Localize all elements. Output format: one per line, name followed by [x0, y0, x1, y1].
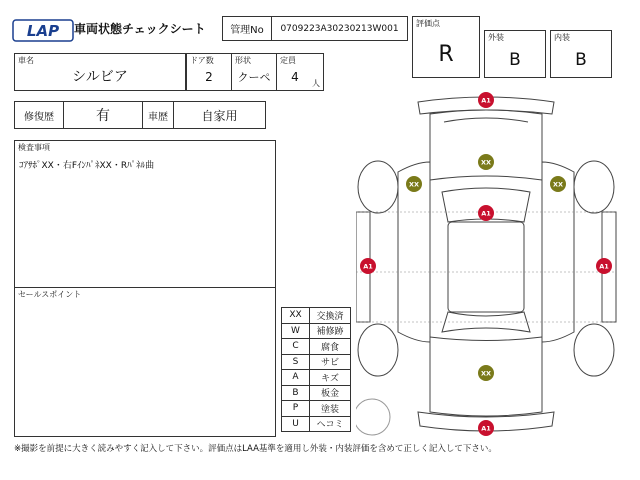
roof-shape [448, 222, 524, 312]
right-rear-wheel [574, 324, 614, 376]
svg-text:A1: A1 [363, 262, 373, 271]
capacity-unit: 人 [312, 79, 320, 88]
legend-meaning: 交換済 [310, 308, 351, 324]
repair-label-cell [14, 101, 64, 129]
interior-value: B [575, 50, 587, 70]
right-side-marker [596, 258, 612, 274]
legend-meaning: 塗装 [310, 401, 351, 417]
legend-row [282, 385, 351, 401]
score-box [412, 16, 480, 78]
svg-text:XX: XX [552, 180, 564, 189]
sales-box [14, 287, 276, 437]
spare-tire [356, 399, 390, 435]
legend-code: A [282, 370, 310, 386]
svg-text:A1: A1 [481, 96, 491, 105]
legend-row [282, 323, 351, 339]
svg-text:XX: XX [480, 158, 492, 167]
legend-meaning: 腐食 [310, 339, 351, 355]
mgmt-label: 管理No [230, 25, 264, 36]
svg-text:XX: XX [480, 369, 492, 378]
exterior-box [484, 30, 546, 78]
hood-marker [478, 154, 494, 170]
exterior-value: B [509, 50, 521, 70]
capacity-cell [276, 53, 324, 91]
interior-label: 内装 [554, 33, 570, 42]
inspection-box [14, 140, 276, 288]
roof-marker [478, 205, 494, 221]
sheet-title: 車両状態チェックシート [74, 22, 206, 36]
legend-meaning: 補修跡 [310, 323, 351, 339]
legend-table [281, 307, 351, 432]
svg-text:A1: A1 [599, 262, 609, 271]
interior-box [550, 30, 612, 78]
sales-label: セールスポイント [18, 290, 82, 299]
legend-code: C [282, 339, 310, 355]
right-front-fender-marker [550, 176, 566, 192]
repair-label: 修復歴 [24, 111, 54, 123]
shape-value: クーペ [237, 71, 271, 84]
repair-value-cell [63, 101, 143, 129]
legend-code: P [282, 401, 310, 417]
car-diagram [356, 92, 624, 440]
doors-label: ドア数 [190, 56, 214, 65]
legend-code: XX [282, 308, 310, 324]
legend-row [282, 308, 351, 324]
vehicle-history-label: 車歴 [148, 111, 168, 123]
inspection-label: 検査事項 [18, 143, 50, 152]
legend-row [282, 370, 351, 386]
left-front-wheel [358, 161, 398, 213]
legend-row [282, 416, 351, 432]
score-value: R [438, 41, 454, 67]
legend-row [282, 354, 351, 370]
legend-meaning: キズ [310, 370, 351, 386]
legend-code: S [282, 354, 310, 370]
hood-line [444, 118, 528, 122]
capacity-label: 定員 [280, 56, 296, 65]
legend-code: W [282, 323, 310, 339]
left-side-marker [360, 258, 376, 274]
left-front-fender-marker [406, 176, 422, 192]
inspection-text: ｺｱｻﾎﾟXX・右FｲﾝﾊﾟﾈXX・Rﾊﾟﾈﾙ曲 [19, 161, 155, 171]
mgmt-no-cell [271, 16, 408, 41]
vehicle-history-label-cell [142, 101, 174, 129]
right-front-wheel [574, 161, 614, 213]
svg-text:A1: A1 [481, 424, 491, 433]
legend-row [282, 339, 351, 355]
front-bumper-marker [478, 92, 494, 108]
capacity-value: 4 [291, 70, 299, 84]
doors-cell [186, 53, 232, 91]
logo-text: LAP [26, 22, 60, 40]
legend-meaning: ヘコミ [310, 416, 351, 432]
rear-bumper-marker [478, 420, 494, 436]
lap-logo [12, 19, 74, 42]
left-rear-wheel [358, 324, 398, 376]
legend-code: B [282, 385, 310, 401]
vehicle-name-cell [14, 53, 186, 91]
repair-value: 有 [96, 108, 110, 124]
vehicle-history-value: 自家用 [201, 108, 238, 123]
legend-meaning: サビ [310, 354, 351, 370]
shape-label: 形状 [235, 56, 251, 65]
doors-value: 2 [205, 70, 213, 84]
vehicle-history-value-cell [173, 101, 266, 129]
footer-note: ※撮影を前提に大きく読みやすく記入して下さい。評価点はLAA基準を適用し外装・内装評価を含めて正しく記入して下さい。 [14, 444, 497, 454]
svg-text:XX: XX [408, 180, 420, 189]
trunk-marker [478, 365, 494, 381]
legend-code: U [282, 416, 310, 432]
exterior-label: 外装 [488, 33, 504, 42]
score-label: 評価点 [416, 19, 440, 28]
mgmt-no: 0709223A30230213W001 [280, 23, 399, 34]
shape-cell [231, 53, 277, 91]
vehicle-name-label: 車名 [18, 56, 34, 65]
svg-text:A1: A1 [481, 209, 491, 218]
legend-meaning: 板金 [310, 385, 351, 401]
legend-row [282, 401, 351, 417]
mgmt-label-cell [222, 16, 272, 41]
vehicle-name: シルビア [72, 69, 128, 85]
